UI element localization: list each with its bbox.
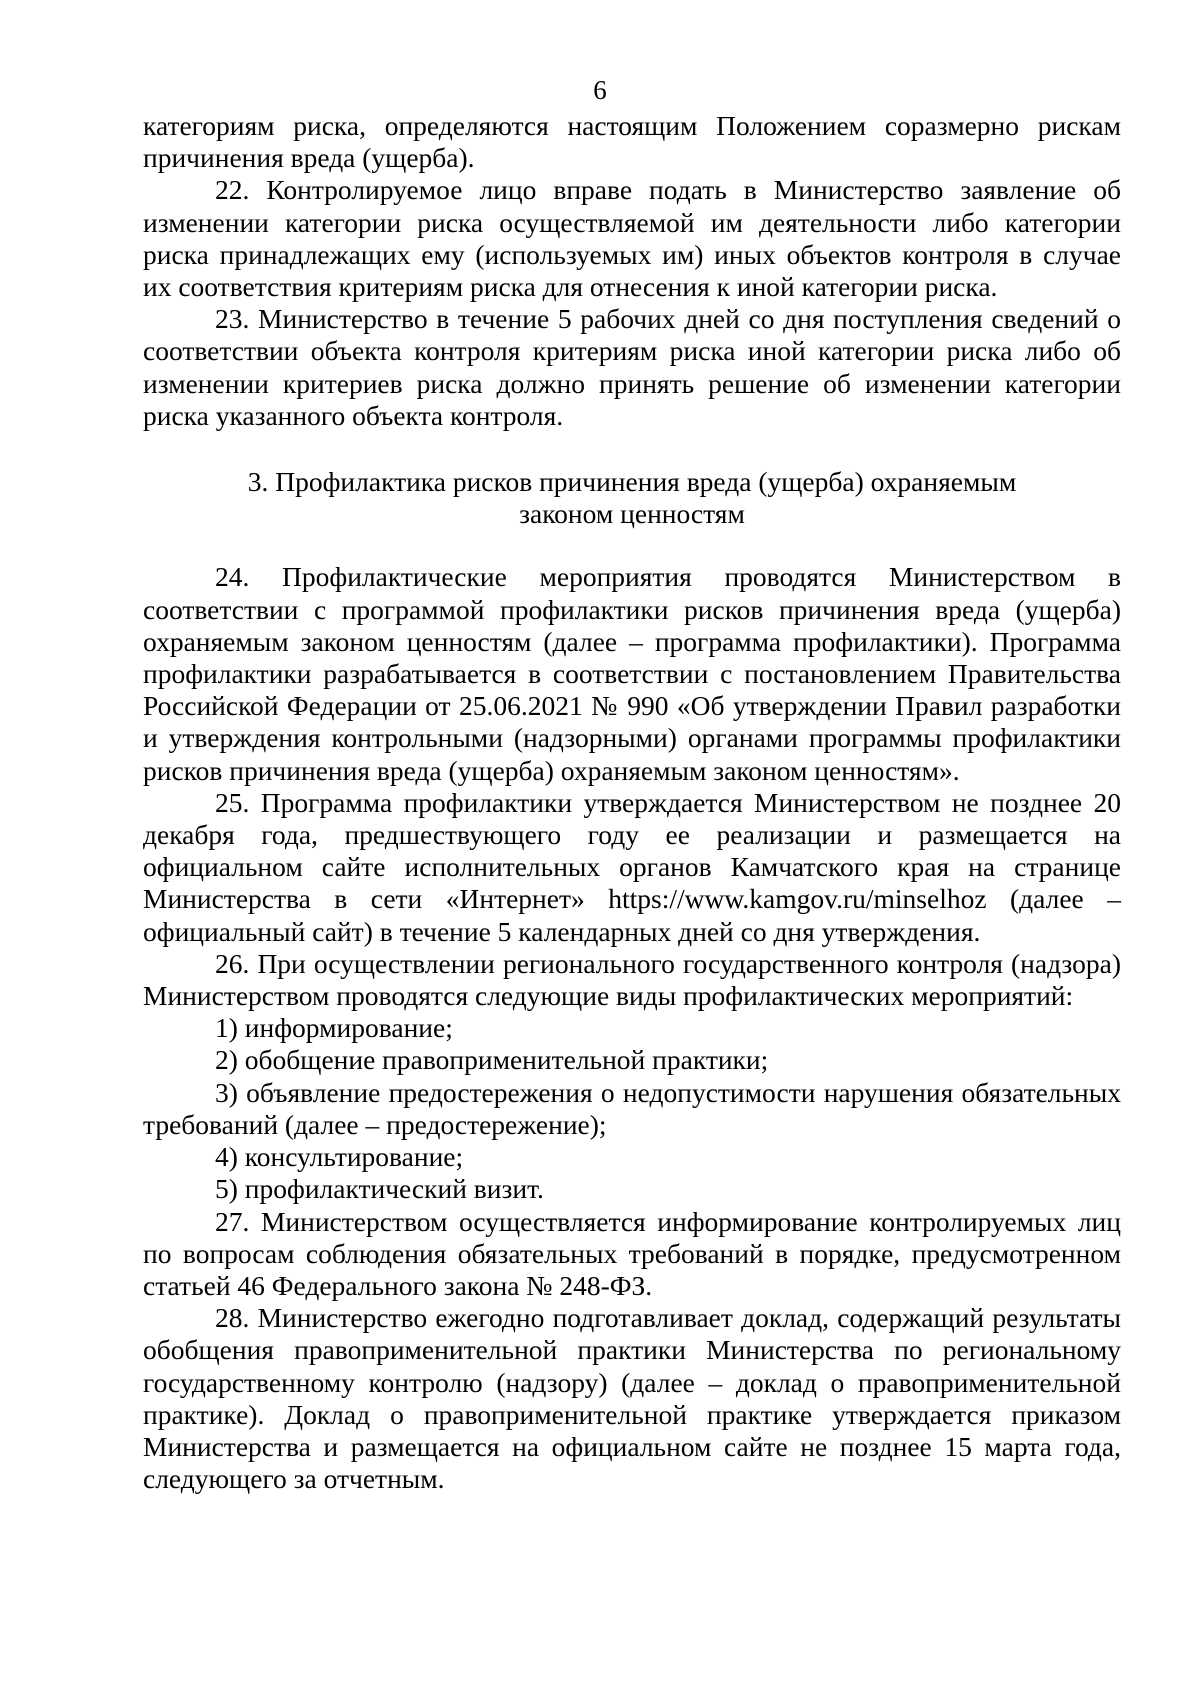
paragraph-24: 24. Профилактические мероприятия проводятся Министерством в соответствии с программой профилактики рисков причинения вреда (ущерба) охраняемым законом ценностям (далее – программа профилактики). Программа профилактики разрабатывается в соответствии с постановлением Правительства Российской Федерации от 25.06.2021 № 990 «Об утверждении Правил разработки и утверждения контрольными (надзорными) органами программы профилактики рисков причинения вреда (ущерба) охраняемым законом ценностям». — [143, 561, 1121, 786]
paragraph-26: 26. При осуществлении регионального государственного контроля (надзора) Министерством проводятся следующие виды профилактических мероприятий: — [143, 947, 1121, 1012]
paragraph-23: 23. Министерство в течение 5 рабочих дней со дня поступления сведений о соответствии объекта контроля критериям риска иной категории риска либо об изменении критериев риска должно принять решение об изменении категории риска указанного объекта контроля. — [143, 303, 1121, 431]
section-heading-line-2: законом ценностям — [519, 498, 745, 530]
section-heading-line-1: 3. Профилактика рисков причинения вреда (ущерба) охраняемым — [247, 466, 1017, 498]
list-item-5: 5) профилактический визит. — [215, 1173, 544, 1205]
list-item-2: 2) обобщение правоприменительной практики; — [215, 1044, 769, 1076]
paragraph-22: 22. Контролируемое лицо вправе подать в Министерство заявление об изменении категории риска осуществляемой им деятельности либо категории риска принадлежащих ему (используемых им) иных объектов контроля в случае их соответствия критериям риска для отнесения к иной категории риска. — [143, 174, 1121, 303]
paragraph-28: 28. Министерство ежегодно подготавливает доклад, содержащий результаты обобщения правоприменительной практики Министерства по региональному государственному контролю (надзору) (далее – доклад о правоприменительной практике). Доклад о правоприменительной практике утверждается приказом Министерства и размещается на официальном сайте не позднее 15 марта года, следующего за отчетным. — [143, 1302, 1121, 1495]
document-body — [143, 110, 1121, 1495]
paragraph-25: 25. Программа профилактики утверждается Министерством не позднее 20 декабря года, предшествующего году ее реализации и размещается на официальном сайте исполнительных органов Камчатского края на странице Министерства в сети «Интернет» https://www.kamgov.ru/minselhoz (далее – официальный сайт) в течение 5 календарных дней со дня утверждения. — [143, 786, 1121, 947]
paragraph-27: 27. Министерством осуществляется информирование контролируемых лиц по вопросам соблюдения обязательных требований в порядке, предусмотренном статьей 46 Федерального закона № 248-ФЗ. — [143, 1205, 1121, 1301]
list-item-4: 4) консультирование; — [215, 1141, 464, 1173]
page-number: 6 — [593, 75, 607, 105]
section-heading — [143, 466, 1121, 530]
paragraph-continuation: категориям риска, определяются настоящим Положением соразмерно рискам причинения вреда (ущерба). — [143, 110, 1121, 174]
list-item-1: 1) информирование; — [215, 1012, 453, 1044]
list-item-3: 3) объявление предостережения о недопустимости нарушения обязательных требований (далее – предостережение); — [143, 1076, 1121, 1140]
